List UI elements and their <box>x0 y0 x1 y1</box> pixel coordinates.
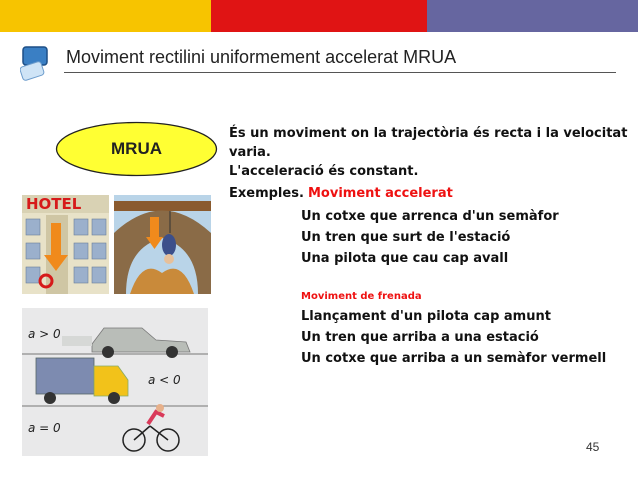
hotel-sign: HOTEL <box>26 195 82 213</box>
header-bar-purple <box>427 0 638 32</box>
mrua-badge <box>55 121 218 177</box>
title-divider <box>64 72 616 73</box>
accel-negative-label: a < 0 <box>148 373 181 387</box>
speech-bubble-icon <box>20 44 52 84</box>
falling-objects-illustration <box>22 193 211 294</box>
mrua-badge-label: MRUA <box>111 139 162 158</box>
acceleration-cases-illustration <box>22 308 208 456</box>
braking-heading: Moviment de frenada <box>301 291 422 302</box>
definition-text <box>229 124 638 181</box>
accel-zero-label: a = 0 <box>28 421 61 435</box>
examples-label: Exemples. <box>229 186 304 201</box>
list-item: Un tren que surt de l'estació <box>301 230 511 245</box>
accelerated-heading: Moviment accelerat <box>308 186 453 201</box>
page-title: Moviment rectilini uniformement accelerat MRUA <box>66 47 457 67</box>
accelerated-list <box>301 206 559 269</box>
list-item: Un cotxe que arrenca d'un semàfor <box>301 209 559 224</box>
definition-line-2: L'acceleració és constant. <box>229 164 419 179</box>
header-bar-yellow <box>0 0 211 32</box>
accel-positive-label: a > 0 <box>28 327 61 341</box>
page-number: 45 <box>586 440 600 454</box>
list-item: Un cotxe que arriba a un semàfor vermell <box>301 351 607 366</box>
definition-line-1: És un moviment on la trajectòria és recta i la velocitat varia. <box>229 126 628 160</box>
header-bar-red <box>211 0 427 32</box>
list-item: Llançament d'un pilota cap amunt <box>301 309 551 324</box>
list-item: Una pilota que cau cap avall <box>301 251 509 266</box>
braking-list <box>301 306 606 369</box>
list-item: Un tren que arriba a una estació <box>301 330 539 345</box>
